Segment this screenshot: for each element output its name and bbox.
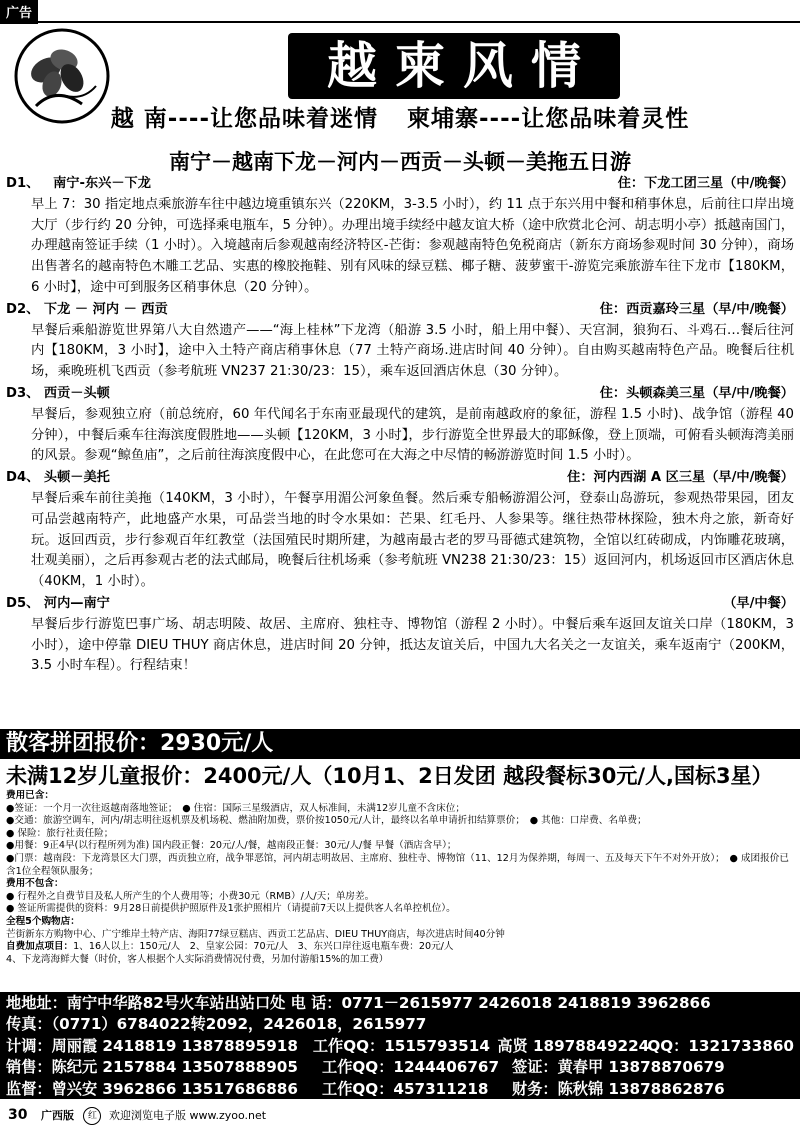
day-description: 早上 7：30 指定地点乘旅游车往中越边境重镇东兴（220KM，3-3.5 小时），约 11 点于东兴用中餐和稍事休息，后前往口岸出境大厅（步行约 20 分钟，可选择乘电瓶车，5 分钟）。办理出境手续经中越友谊大桥（途中欣赏北仑河、胡志明小亭）抵越南国门，办理越南签证手续（1 小时）。入境越南后参观越南经济特区-芒街：参观越南特色免税商店（新东方商场参观时间 30 分钟），商场出售著名的越南特色木雕工艺品、实惠的橡胶拖鞋、别有风味的绿豆糕、椰子糖、菠萝蜜干-游览完乘旅游车往下龙市【180KM，6 小时】，途中可到服务区稍事休息（20 分钟）。: [31, 196, 794, 295]
contact-qq: QQ：1321733860: [647, 1036, 794, 1055]
contact-qq: 工作QQ：457311218: [322, 1079, 489, 1098]
day-stay: （早/中餐）: [723, 595, 794, 611]
day-stay: 住：西贡嘉玲三星（早/中/晚餐）: [599, 301, 794, 317]
day-header: [6, 173, 794, 195]
contact-address: 地地址：南宁中华路82号火车站出站口处: [6, 994, 286, 1012]
day-2: [6, 299, 794, 383]
ad-label: 广告: [0, 0, 38, 24]
day-description: 早餐后乘船游览世界第八大自然遗产——“海上桂林”下龙湾（船游 3.5 小时，船上用中餐）、天宫洞，狼狗石、斗鸡石…餐后往河内【180KM，3 小时】，途中入土特产商店稍事休息（77 土特产商场.进店时间 40 分钟）。自由购买越南特色产品。晚餐后往机场，乘晚班机飞西贡（参考航班 VN237 21:30/23：15），乘车返回酒店休息（30 分钟）。: [31, 322, 794, 380]
day-route: D5、 河内—南宁: [6, 595, 110, 611]
footer-link[interactable]: 欢迎浏览电子版 www.zyoo.net: [108, 1109, 267, 1122]
contact-address-row: [6, 993, 794, 1014]
contact-qq: 工作QQ：1244406767: [322, 1058, 500, 1077]
edition-badge-icon: 红: [83, 1107, 101, 1125]
extras-row-2: 4、下龙湾海鲜大餐（时价，客人根据个人实际消费情况付费，另加付游船15%的加工费）: [6, 953, 389, 965]
banner-title: 越柬风情: [288, 33, 620, 99]
contact-person: 销售：陈纪元 2157884 13507888905: [6, 1058, 298, 1077]
day-1: [6, 173, 794, 299]
included-item: ● 保险：旅行社责任险；: [6, 827, 114, 839]
page-number: 30: [8, 1107, 28, 1123]
contact-person: 高贤 18978849224: [497, 1036, 650, 1055]
itinerary: [6, 173, 794, 677]
tagline-vietnam: 越 南----让您品味着迷情: [110, 106, 378, 132]
terms: [6, 790, 796, 966]
price-child: 未满12岁儿童报价：2400元/人（10月1、2日发团 越段餐标30元/人,国标3星）: [6, 764, 773, 788]
included-item: ●用餐：9正4早(以行程所列为准) 国内段正餐：20元/人/餐，越南段正餐：30元/人/餐 早餐（酒店含早）；: [6, 840, 457, 852]
contact-person: 签证：黄春甲 13878870679: [512, 1058, 725, 1077]
shops-title: 全程5个购物店：: [6, 915, 80, 927]
shops-list: 芒街新东方购物中心、广宁维岸土特产店、海阳77绿豆糕店、西贡工艺品店、DIEU THUY商店，每次进店时间40分钟: [6, 928, 505, 940]
contact-phone: 电 话：0771－2615977 2426018 2418819 3962866: [290, 994, 711, 1012]
contact-person: 监督：曾兴安 3962866 13517686886: [6, 1079, 298, 1098]
day-route: D1、 南宁-东兴－下龙: [6, 176, 151, 191]
extras-list: 1、16人以上：150元/人 2、皇家公园：70元/人 3、东兴口岸往返电瓶车费：20元/人: [73, 941, 454, 953]
top-rule: [0, 21, 800, 23]
day-3: [6, 383, 794, 467]
contact-row: [6, 1036, 794, 1057]
extras-row: [6, 941, 796, 954]
route-title: 南宁－越南下龙－河内－西贡－头顿－美拖五日游: [169, 150, 631, 174]
contact-row: [6, 1057, 794, 1078]
extras-title: 自费加点项目：: [6, 941, 74, 953]
day-header: [6, 299, 794, 321]
day-header: [6, 383, 794, 405]
contact-fax: 传真：（0771）6784022转2092，2426018，2615977: [6, 1015, 427, 1034]
day-5: [6, 593, 794, 677]
day-header: [6, 467, 794, 489]
day-description: 早餐后步行游览巴事广场、胡志明陵、故居、主席府、独柱寺、博物馆（游程 2 小时）。中餐后乘车返回友谊关口岸（180KM，3 小时），途中停靠 DIEU THUY 商店休息，进店时间 20 分钟，抵达友谊关后，中国九大名关之一友谊关，乘车返南宁（200KM，3.5 小时车程）。行程结束！: [31, 616, 794, 674]
included-item: ●门票：越南段：下龙湾景区大门票，西贡独立府，战争罪恶馆，河内胡志明故居、主席府、独柱寺、博物馆（11、12月为保养期，每周一、五及每天下午不对外开放）； ● 成团报价已含1位全程领队服务；: [6, 852, 789, 877]
footer: [0, 1104, 800, 1126]
contact-panel: [0, 992, 800, 1099]
included-item: ●签证：一个月一次往返越南落地签证； ● 住宿：国际三星级酒店，双人标准间，未满12岁儿童不含床位；: [6, 802, 465, 814]
tagline: [0, 100, 800, 133]
day-stay: 住：河内西湖 A 区三星（早/中/晚餐）: [567, 470, 794, 486]
excluded-title: 费用不包含：: [6, 878, 64, 890]
contact-qq: 工作QQ：1515793514: [312, 1036, 490, 1055]
day-description: 早餐后，参观独立府（前总统府，60 年代闻名于东南亚最现代的建筑，是前南越政府的象征，游程 1.5 小时)、战争馆（游程 40 分钟），中餐后乘车往海滨度假胜地——头顿【120KM，3 小时】，步行游览全世界最大的耶稣像，登上顶端，可俯看头顿海湾美丽的风景。参观“鲸鱼庙”，之后前往海滨度假中心，在此您可在大海之中尽情的畅游游览时间 1.5 小时）。: [31, 406, 794, 464]
contact-person: 计调：周丽霞 2418819 13878895918: [6, 1036, 298, 1055]
edition-label: 广西版: [40, 1109, 74, 1122]
day-stay: 住：头顿森美三星（早/中/晚餐）: [599, 385, 794, 401]
excluded-item: ● 签证所需提供的资料：9月28日前提供护照原件及1张护照相片（请提前7天以上提供客人名单控机位）。: [6, 903, 456, 915]
day-route: D2、 下龙 － 河内 － 西贡: [6, 301, 168, 317]
day-description: 早餐后乘车前往美拖（140KM，3 小时），午餐享用湄公河象鱼餐。然后乘专船畅游湄公河，登泰山岛游玩，参观热带果园，团友可品尝越南特产，此地盛产水果，可品尝当地的时令水果如：芒果、红毛丹、人参果等。继往热带林探险，独木舟之旅，新奇好玩。返回西贡，步行参观百年红教堂（法国殖民时期所建，为越南最古老的罗马哥德式建筑物，全馆以红砖砌成，内饰雕花玻璃，壮观美丽），之后再参观古老的法式邮局，晚餐后往机场乘（参考航班 VN238 21:30/23：15）返回河内，机场返回市区酒店休息（40KM，1 小时）。: [31, 490, 794, 590]
contact-row: [6, 1079, 794, 1100]
day-route: D4、 头顿－美托: [6, 470, 110, 486]
tagline-cambodia: 柬埔寨----让您品味着灵性: [407, 106, 690, 132]
included-title: 费用已含：: [6, 790, 54, 801]
excluded-item: ● 行程外之自费节目及私人所产生的个人费用等；小费30元（RMB）/人/天；单房差。: [6, 890, 375, 902]
included-item: ●交通：旅游空调车，河内/胡志明往返机票及机场税、燃油附加费，票价按1050元/人计，最终以名单申请折扣结算票价； ● 其他：口岸费、名单费；: [6, 815, 647, 827]
price-adult: 散客拼团报价：2930元/人: [0, 729, 800, 759]
day-4: [6, 467, 794, 593]
contact-person: 财务：陈秋锦 13878862876: [512, 1079, 725, 1098]
day-route: D3、 西贡－头顿: [6, 385, 110, 401]
day-header: [6, 593, 794, 615]
day-stay: 住：下龙工团三星（中/晚餐）: [617, 176, 794, 191]
